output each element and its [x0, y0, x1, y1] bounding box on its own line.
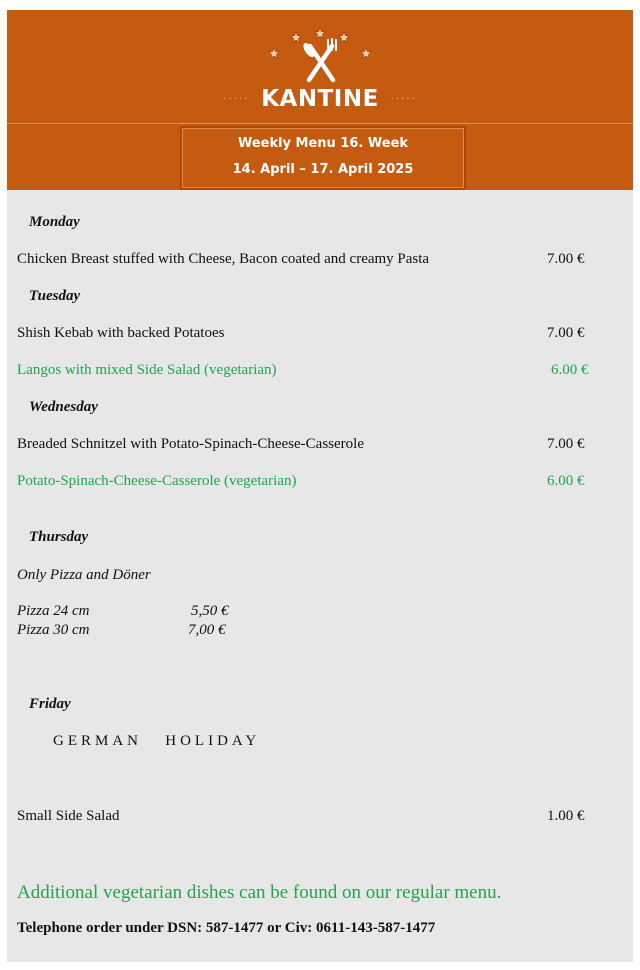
day-friday: Friday	[29, 696, 71, 712]
extra-dish-name: Small Side Salad	[17, 808, 120, 824]
pizza-price: 7,00 €	[188, 622, 226, 638]
telephone-order-info: Telephone order under DSN: 587-1477 or Civ: 0611-143-587-1477	[17, 920, 436, 936]
day-wednesday: Wednesday	[29, 399, 98, 415]
dish-name: Chicken Breast stuffed with Cheese, Bacon coated and creamy Pasta	[17, 251, 430, 267]
week-label: Weekly Menu 16. Week	[237, 136, 409, 151]
veg-dish-price: 6.00 €	[547, 473, 585, 489]
veg-dish-name: Langos with mixed Side Salad (vegetarian)	[17, 362, 277, 378]
dish-price: 7.00 €	[547, 251, 585, 267]
menu-header	[7, 10, 633, 190]
menu-sheet	[7, 10, 633, 962]
veg-dish-name: Potato-Spinach-Cheese-Casserole (vegetarian)	[17, 473, 297, 489]
dish-price: 7.00 €	[547, 436, 585, 452]
fork-knife-stars-icon	[260, 28, 380, 84]
dish-price: 7.00 €	[547, 325, 585, 341]
thursday-note: Only Pizza and Döner	[17, 567, 151, 583]
veg-dish-price: 6.00 €	[551, 362, 589, 378]
page-title: KANTINE	[261, 86, 379, 112]
decorative-dots-right: ·····	[390, 94, 417, 105]
dish-name: Breaded Schnitzel with Potato-Spinach-Cheese-Casserole	[17, 436, 364, 452]
header-divider	[7, 123, 633, 124]
day-tuesday: Tuesday	[29, 288, 81, 304]
pizza-size: Pizza 24 cm	[17, 603, 90, 619]
day-thursday: Thursday	[29, 529, 89, 545]
day-monday: Monday	[29, 214, 80, 230]
decorative-dots-left: ·····	[223, 94, 250, 105]
pizza-price: 5,50 €	[191, 603, 229, 619]
extra-dish-price: 1.00 €	[547, 808, 585, 824]
friday-holiday-note: GERMAN HOLIDAY	[53, 733, 261, 749]
title-row	[7, 86, 633, 112]
date-range: 14. April – 17. April 2025	[232, 162, 414, 177]
additional-vegetarian-note: Additional vegetarian dishes can be found on our regular menu.	[17, 882, 502, 903]
dish-name: Shish Kebab with backed Potatoes	[17, 325, 225, 341]
pizza-size: Pizza 30 cm	[17, 622, 90, 638]
week-box	[180, 126, 466, 190]
